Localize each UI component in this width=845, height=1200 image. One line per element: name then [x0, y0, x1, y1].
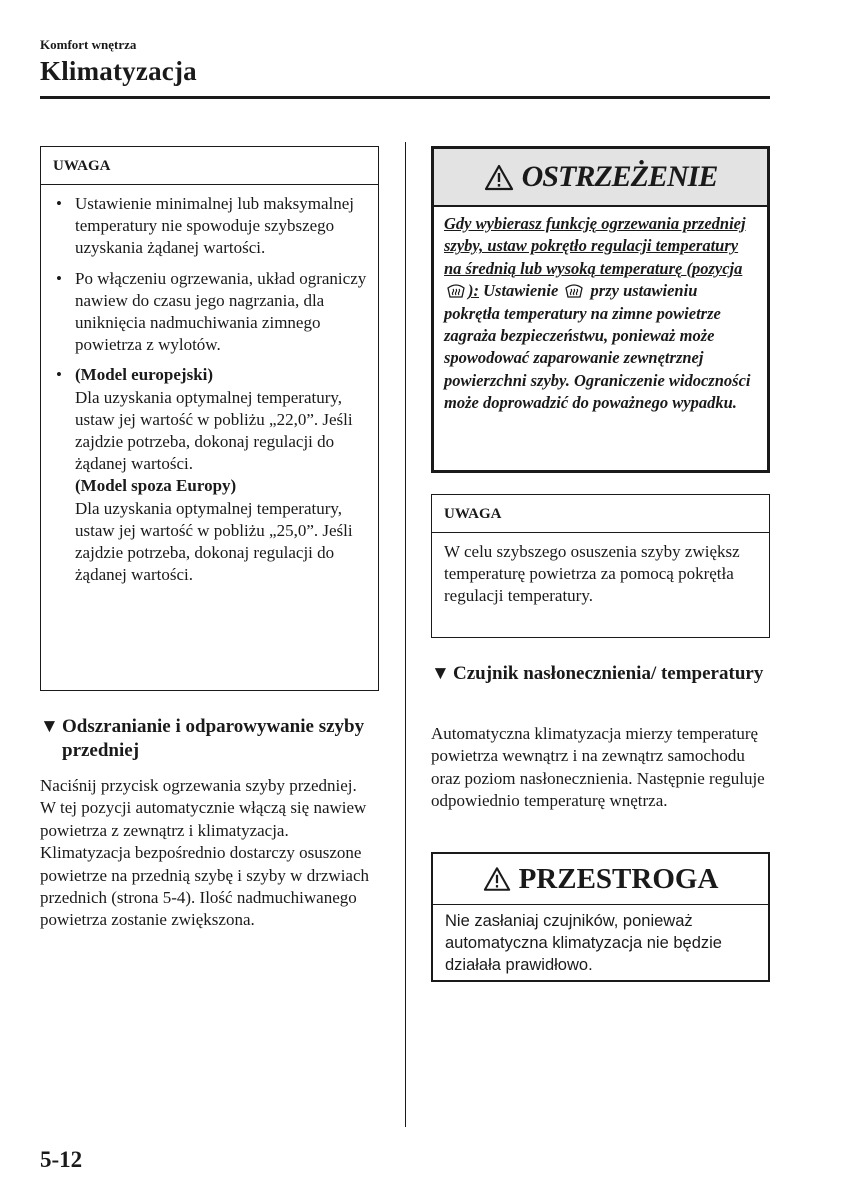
list-item-text: Po włączeniu ogrzewania, układ ograniczy nawiew do czasu jego nagrzania, dla uniknięcia nadmuchiwania zimnego powietrza z wylotów.: [75, 268, 367, 355]
note-body: [41, 185, 378, 594]
section-heading-text: Czujnik nasłonecznienia/ temperatury: [453, 663, 764, 684]
section-label: Komfort wnętrza: [40, 37, 137, 52]
bullet-icon: •: [56, 194, 62, 213]
sensor-text: [431, 723, 771, 813]
section-heading-defrost: [40, 715, 380, 763]
warning-text: Ustawienie: [483, 281, 559, 301]
defrost-text: [40, 775, 380, 932]
header-rule: [40, 96, 770, 99]
warning-box: [431, 146, 770, 473]
note-bullet-list: [53, 193, 368, 586]
page-number: 5-12: [40, 1147, 83, 1172]
warning-underlined-end: ):: [468, 281, 479, 301]
triangle-marker-icon: ▼: [431, 663, 450, 684]
caution-box: [431, 852, 770, 982]
bullet-icon: •: [56, 268, 62, 288]
caution-heading: [433, 854, 768, 905]
model-label-eu: (Model europejski): [75, 365, 214, 385]
model-text-non-eu: Dla uzyskania optymalnej temperatury, ustaw jej wartość w pobliżu „25,0”. Jeśli zajdzie potrzeba, dokonaj regulacji do żądanej wartości.: [75, 498, 353, 585]
section-heading-text: Odszranianie i odparowywanie szyby przedniej: [62, 716, 365, 761]
list-item: [53, 193, 368, 260]
note-box-left: [40, 146, 379, 691]
model-label-non-eu: (Model spoza Europy): [75, 476, 237, 496]
caution-heading-text: PRZESTROGA: [518, 862, 719, 895]
triangle-marker-icon: ▼: [40, 716, 59, 737]
note-heading: UWAGA: [432, 495, 769, 533]
windshield-defroster-icon: [564, 281, 584, 299]
paragraph: Automatyczna klimatyzacja mierzy temperaturę powietrza wewnątrz i na zewnątrz samochodu oraz poziom nasłonecznienia. Następnie reguluje odpowiednio temperaturę wnętrza.: [431, 724, 765, 811]
note-heading: UWAGA: [41, 147, 378, 185]
warning-underlined-text: Gdy wybierasz funkcję ogrzewania przedniej szyby, ustaw pokrętło regulacji temperatury na średnią lub wysoką temperaturę (pozycja: [444, 214, 746, 278]
section-heading-sensor: [431, 662, 771, 686]
caution-body: Nie zasłaniaj czujników, ponieważ automatyczna klimatyzacja nie będzie działała prawidłowo.: [445, 912, 722, 974]
bullet-icon: •: [56, 365, 62, 385]
note-box-right: [431, 494, 770, 638]
warning-heading-text: OSTRZEŻENIE: [521, 160, 718, 193]
paragraph: W tej pozycji automatycznie włączą się nawiew powietrza z zewnątrz i klimatyzacja. Klimatyzacja bezpośrednio dostarczy osuszone powietrze na przednią szybę i szyby w drzwiach przednich (strona 5-4). Ilość nadmuchiwanego powietrza zostanie zwiększona.: [40, 798, 370, 930]
note-body: W celu szybszego osuszenia szyby zwiększ temperaturę powietrza za pomocą pokrętła regulacji temperatury.: [444, 542, 740, 606]
warning-heading: [434, 149, 767, 207]
paragraph: Naciśnij przycisk ogrzewania szyby przedniej.: [40, 776, 357, 795]
warning-text: przy ustawieniu pokrętła temperatury na zimne powietrze zagraża bezpieczeństwu, ponieważ może spowodować zaparowanie zewnętrznej powierzchni szyby. Ograniczenie widoczności może doprowadzić do poważnego wypadku.: [444, 281, 751, 413]
column-divider: [405, 142, 406, 1127]
list-item: [53, 364, 368, 586]
page-title: Klimatyzacja: [40, 56, 197, 86]
warning-body: [434, 207, 767, 415]
warning-triangle-icon: [483, 866, 511, 892]
list-item-text: Ustawienie minimalnej lub maksymalnej temperatury nie spowoduje szybszego uzyskania żądanej wartości.: [75, 194, 355, 258]
model-text-eu: Dla uzyskania optymalnej temperatury, ustaw jej wartość w pobliżu „22,0”. Jeśli zajdzie potrzeba, dokonaj regulacji do żądanej wartości.: [75, 387, 353, 474]
warning-triangle-icon: [484, 164, 514, 191]
list-item: [53, 268, 368, 357]
windshield-defroster-icon: [446, 281, 466, 299]
